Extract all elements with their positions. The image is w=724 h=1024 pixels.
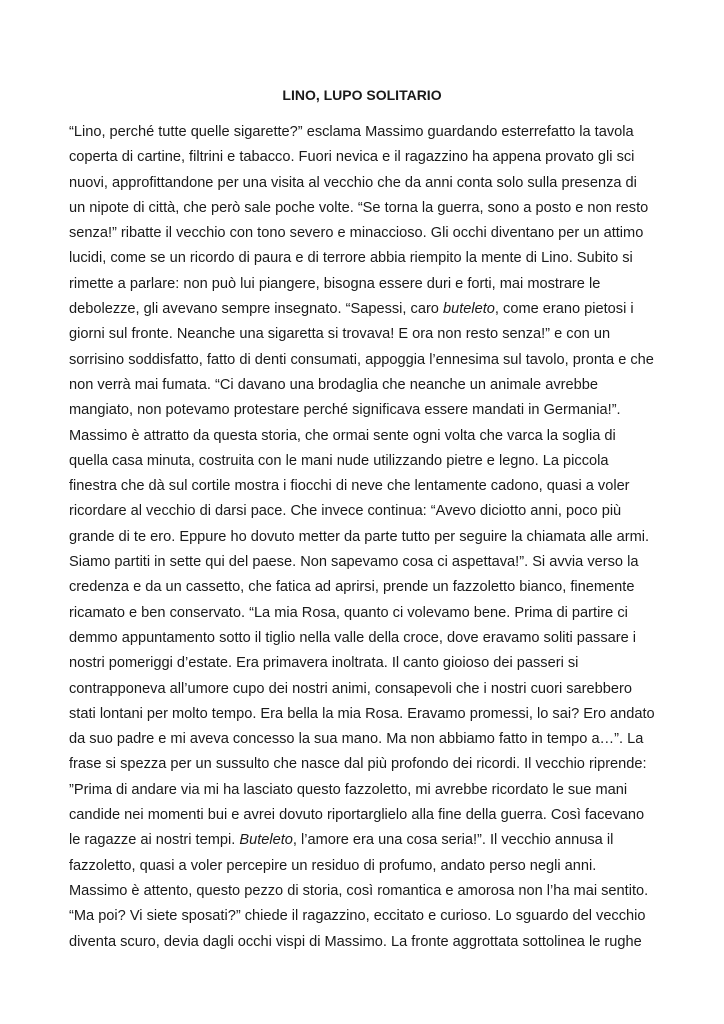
text-segment: giorni sul fronte. Neanche una sigaretta si trovava! E ora non resto senza!” e con un [69,326,611,343]
text-segment: rimette a parlare: non può lui piangere, bisogna essere duri e forti, mai mostrare le [69,275,601,292]
text-line [69,752,669,777]
text-line [69,575,669,600]
text-line [69,221,669,246]
text-segment: ”Prima di andare via mi ha lasciato questo fazzoletto, mi avrebbe ricordato le sue mani [69,781,628,798]
text-segment: debolezze, gli avevano sempre insegnato. “Sapessi, caro [69,301,443,318]
text-segment: lucidi, come se un ricordo di paura e di terrore abbia riempito la mente di Lino. Subito si [69,250,633,267]
text-segment: non verrà mai fumata. “Ci davano una brodaglia che neanche un animale avrebbe [69,376,598,393]
text-line [69,449,669,474]
text-line [69,525,669,550]
text-line [69,272,669,297]
text-line [69,879,669,904]
text-line [69,196,669,221]
text-segment: , come erano pietosi i [494,301,634,318]
text-segment: Massimo è attento, questo pezzo di storia, così romantica e amorosa non l’ha mai sentito. [69,882,649,899]
text-line [69,803,669,828]
text-segment: quella casa minuta, costruita con le mani nude utilizzando pietre e legno. La piccola [69,452,609,469]
text-line [69,398,669,423]
italic-word: buteleto [442,301,495,318]
text-line [69,246,669,271]
text-line [69,854,669,879]
text-line [69,930,669,955]
text-segment: credenza e da un cassetto, che fatica ad aprirsi, prende un fazzoletto bianco, finemente [69,579,635,596]
text-segment: demmo appuntamento sotto il tiglio nella valle della croce, dove eravamo soliti passare i [69,629,637,646]
text-segment: nostri pomeriggi d’estate. Era primavera inoltrata. Il canto gioioso dei passeri si [69,655,579,672]
text-segment: nuovi, approfittandone per una visita al vecchio che da anni conta solo sulla presenza di [69,174,637,191]
text-line [69,778,669,803]
text-segment: stati lontani per molto tempo. Era bella la mia Rosa. Eravamo promessi, lo sai? Ero andato [69,705,655,722]
text-line [69,702,669,727]
text-segment: ricamato e ben conservato. “La mia Rosa, quanto ci volevamo bene. Prima di partire ci [69,604,628,621]
text-line [69,626,669,651]
text-line [69,424,669,449]
story-paragraph [69,120,669,955]
text-segment: frase si spezza per un sussulto che nasce dal più profondo dei ricordi. Il vecchio riprende: [69,756,647,773]
text-line [69,322,669,347]
text-line [69,171,669,196]
text-segment: contrapponeva all’umore cupo dei nostri animi, consapevoli che i nostri cuori sarebbero [69,680,632,697]
text-line [69,474,669,499]
text-line [69,373,669,398]
document-title: LINO, LUPO SOLITARIO [282,87,442,103]
text-line [69,120,669,145]
text-segment: senza!” ribatte il vecchio con tono severo e minaccioso. Gli occhi diventano per un attimo [69,225,644,242]
text-line [69,499,669,524]
text-line [69,145,669,170]
text-segment: sorrisino soddisfatto, fatto di denti consumati, appoggia l’ennesima sul tavolo, pronta e che [69,351,654,368]
text-segment: candide nei momenti bui e avrei dovuto riportarglielo alla fine della guerra. Così facevano [69,807,645,824]
text-line [69,727,669,752]
text-segment: “Ma poi? Vi siete sposati?” chiede il ragazzino, eccitato e curioso. Lo sguardo del vecchio [69,908,646,925]
text-line [69,651,669,676]
text-segment: da suo padre e mi aveva concesso la sua mano. Ma non abbiamo fatto in tempo a…”. La [69,731,644,748]
text-segment: fazzoletto, quasi a voler percepire un residuo di profumo, andato perso negli anni. [69,857,597,874]
text-segment: un nipote di città, che però sale poche volte. “Se torna la guerra, sono a posto e non resto [69,199,649,216]
text-segment: mangiato, non potevamo protestare perché significava essere mandati in Germania!”. [69,402,621,419]
text-segment: grande di te ero. Eppure ho dovuto metter da parte tutto per seguire la chiamata alle armi. [69,528,650,545]
text-segment: finestra che dà sul cortile mostra i fiocchi di neve che lentamente cadono, quasi a voler [69,478,630,495]
text-line [69,677,669,702]
text-segment: coperta di cartine, filtrini e tabacco. Fuori nevica e il ragazzino ha appena provato gli sci [69,149,635,166]
text-segment: le ragazze ai nostri tempi. [69,832,240,849]
text-segment: , l’amore era una cosa seria!”. Il vecchio annusa il [292,832,614,849]
text-segment: ricordare al vecchio di darsi pace. Che invece continua: “Avevo diciotto anni, poco più [69,503,622,520]
italic-word: Buteleto [239,832,293,849]
text-segment: diventa scuro, devia dagli occhi vispi di Massimo. La fronte aggrottata sottolinea le rughe [69,933,642,950]
text-line [69,904,669,929]
text-line [69,348,669,373]
text-line [69,297,669,322]
text-line [69,550,669,575]
text-segment: Massimo è attratto da questa storia, che ormai sente ogni volta che varca la soglia di [69,427,616,444]
text-line [69,828,669,853]
text-segment: “Lino, perché tutte quelle sigarette?” esclama Massimo guardando esterrefatto la tavola [69,124,634,140]
text-segment: Siamo partiti in sette qui del paese. Non sapevamo cosa ci aspettava!”. Si avvia verso la [69,554,639,571]
text-line [69,601,669,626]
